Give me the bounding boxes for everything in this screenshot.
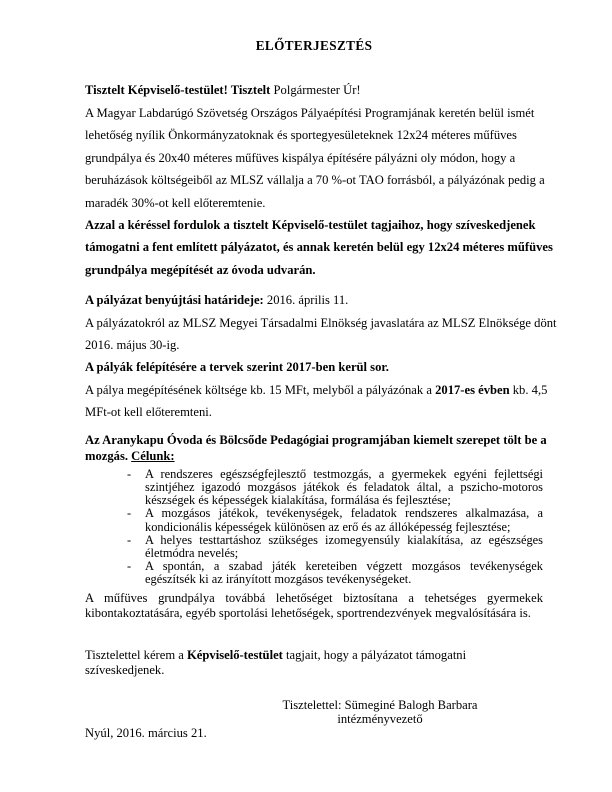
cost-line bbox=[85, 379, 548, 401]
text-line: grundpálya és 20x40 méteres műfüves kispálya építésére pályázni oly módon, hogy a bbox=[85, 150, 516, 165]
paragraph-closing bbox=[85, 648, 543, 678]
text-line: MFt-ot kell előteremteni. bbox=[85, 405, 212, 420]
bullet-text: A helyes testtartáshoz szükséges izomegyensúly kialakítása, az egészséges életmódra nevelés; bbox=[145, 532, 543, 560]
list-item bbox=[127, 534, 543, 560]
text-line: A pályázatokról az MLSZ Megyei Társadalmi Elnökség javaslatára az MLSZ Elnöksége dönt bbox=[85, 315, 557, 330]
salutation bbox=[85, 83, 543, 98]
closing-prefix: Tisztelettel kérem a bbox=[85, 648, 188, 663]
paragraph-request bbox=[85, 214, 553, 281]
bullet-text: A mozgásos játékok, tevékenységek, feladatok rendszeres alkalmazása, a kondicionális képességek különösen az erő és az állóképesség fejlesztése; bbox=[145, 506, 543, 534]
deadline-value: 2016. április 11. bbox=[263, 293, 349, 308]
salutation-regular: Polgármester Úr! bbox=[270, 83, 361, 97]
deadline-label: A pályázat benyújtási határideje: bbox=[85, 293, 264, 308]
list-item bbox=[127, 468, 543, 508]
bullet-dash: - bbox=[127, 506, 132, 521]
text-line: maradék 30%-ot kell előteremtenie. bbox=[85, 195, 266, 210]
paragraph-benefits: A műfüves grundpálya továbbá lehetőséget biztosítana a tehetséges gyermekek kibontakoztatására, egyéb sportolási lehetőségek, sportrendezvények megvalósítására is. bbox=[85, 590, 543, 620]
signature-role: intézményvezető bbox=[337, 712, 423, 727]
text-line: Azzal a kéréssel fordulok a tisztelt Képviselő-testület tagjaihoz, hogy szíveskedjenek bbox=[85, 218, 536, 233]
salutation-bold: Tisztelt Képviselő-testület! Tisztelt bbox=[85, 83, 271, 97]
document-title: ELŐTERJESZTÉS bbox=[255, 38, 373, 53]
deadline-line bbox=[85, 289, 543, 311]
text-line: támogatni a fent említett pályázatot, és annak keretén belül egy 12x24 méteres műfüves bbox=[85, 240, 553, 255]
text-line: 2016. május 30-ig. bbox=[85, 338, 180, 353]
bullet-dash: - bbox=[127, 532, 132, 547]
text-line: A Magyar Labdarúgó Szövetség Országos Pályaépítési Programjának keretén belül ismét bbox=[85, 106, 535, 120]
paragraph-deadline-details bbox=[85, 289, 557, 423]
construction-line: A pályák felépítésére a tervek szerint 2017-ben kerül sor. bbox=[85, 360, 389, 375]
closing-suffix: tagjait, hogy a pályázatot támogatni szíveskedjenek. bbox=[85, 648, 467, 678]
bullet-text: A spontán, a szabad játék kereteiben végzett mozgásos tevékenységek egészítsék ki az irányított mozgásos tevékenységeket. bbox=[145, 559, 543, 587]
text-line: lehetőség nyílik Önkormányzatoknak és sportegyesületeknek 12x24 méteres műfüves bbox=[85, 128, 517, 143]
list-item bbox=[127, 560, 543, 586]
signature-name: Tisztelettel: Sümeginé Balogh Barbara bbox=[282, 698, 478, 713]
bullet-dash: - bbox=[127, 466, 132, 481]
paragraph-mlsz-program bbox=[85, 102, 543, 214]
goals-heading-prefix: mozgás. bbox=[85, 449, 132, 464]
goals-bullet-list bbox=[127, 468, 543, 587]
place-date-line: Nyúl, 2016. március 21. bbox=[85, 726, 207, 741]
text-line: grundpálya megépítését az óvoda udvarán. bbox=[85, 262, 316, 277]
text-line: Az Aranykapu Óvoda és Bölcsőde Pedagógiai programjában kiemelt szerepet tölt be a bbox=[85, 432, 547, 447]
goals-heading bbox=[85, 432, 547, 465]
closing-bold: Képviselő-testület bbox=[187, 648, 283, 663]
bullet-text: A rendszeres egészségfejlesztő testmozgás, a gyermekek egyéni fejlettségi szintjéhez igazodó mozgásos játékok és feladatok által, a pszicho-motoros készségek és képességek kialakítása, formálása és fejlesztése; bbox=[145, 466, 543, 508]
bullet-dash: - bbox=[127, 559, 132, 574]
goals-label-underlined: Célunk: bbox=[131, 449, 175, 464]
cost-prefix: A pálya megépítésének költsége kb. 15 MFt, melyből a pályázónak a bbox=[85, 382, 436, 397]
cost-bold-year: 2017-es évben bbox=[435, 382, 510, 397]
list-item bbox=[127, 507, 543, 533]
document-content bbox=[85, 38, 557, 741]
signature-block bbox=[235, 698, 525, 726]
goals-heading-line2 bbox=[85, 448, 543, 465]
cost-suffix: kb. 4,5 bbox=[509, 382, 548, 397]
text-line: beruházások költségeiből az MLSZ vállalja a 70 %-ot TAO forrásból, a pályázónak pedig a bbox=[85, 173, 545, 188]
